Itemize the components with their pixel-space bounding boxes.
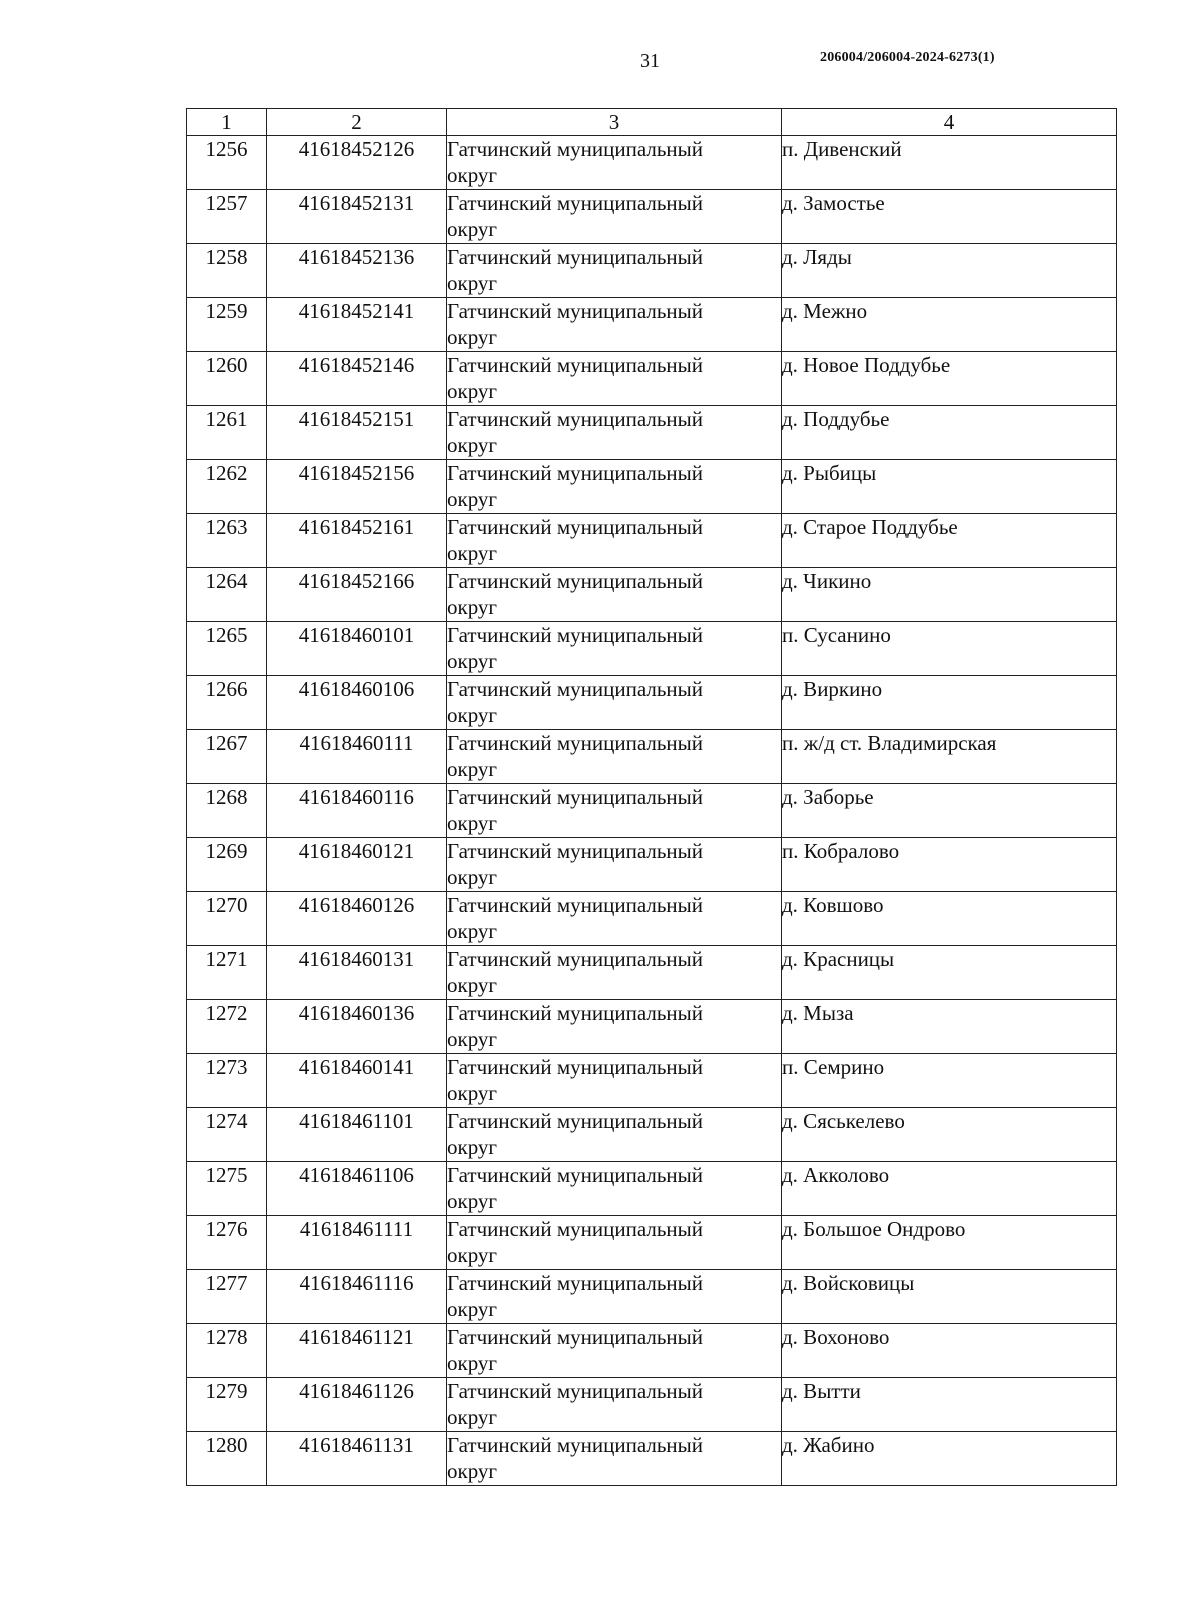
oktmo-code: 41618460101 [267,622,447,676]
oktmo-code: 41618461116 [267,1270,447,1324]
municipal-district-line-2: округ [447,325,498,349]
table-row [187,1270,1117,1324]
settlements-table [186,108,1117,1486]
municipal-district-line-1: Гатчинский муниципальный [447,1379,703,1403]
oktmo-code: 41618461131 [267,1432,447,1486]
table-row [187,1162,1117,1216]
municipal-district-line-2: округ [447,649,498,673]
table-row [187,1378,1117,1432]
table-row [187,946,1117,1000]
table-row [187,514,1117,568]
row-number: 1265 [187,622,267,676]
municipal-district-line-2: округ [447,487,498,511]
settlement-name: д. Новое Поддубье [782,352,1117,406]
settlement-name: д. Рыбицы [782,460,1117,514]
oktmo-code: 41618461101 [267,1108,447,1162]
municipal-district-line-1: Гатчинский муниципальный [447,569,703,593]
municipal-district-line-2: округ [447,1135,498,1159]
municipal-district [447,1270,782,1324]
municipal-district [447,1162,782,1216]
settlement-name: д. Жабино [782,1432,1117,1486]
settlement-name: п. ж/д ст. Владимирская [782,730,1117,784]
municipal-district-line-2: округ [447,1297,498,1321]
table-row [187,190,1117,244]
row-number: 1259 [187,298,267,352]
table-row [187,1324,1117,1378]
municipal-district-line-1: Гатчинский муниципальный [447,461,703,485]
oktmo-code: 41618460131 [267,946,447,1000]
municipal-district [447,136,782,190]
municipal-district-line-2: округ [447,163,498,187]
row-number: 1257 [187,190,267,244]
municipal-district [447,1108,782,1162]
municipal-district-line-1: Гатчинский муниципальный [447,191,703,215]
municipal-district-line-2: округ [447,757,498,781]
municipal-district-line-1: Гатчинский муниципальный [447,1001,703,1025]
oktmo-code: 41618452136 [267,244,447,298]
header-row [187,109,1117,136]
settlement-name: д. Виркино [782,676,1117,730]
table-row [187,622,1117,676]
table-row [187,1108,1117,1162]
table-row [187,892,1117,946]
municipal-district [447,190,782,244]
oktmo-code: 41618460141 [267,1054,447,1108]
column-header-2: 2 [267,109,447,136]
municipal-district-line-2: округ [447,811,498,835]
table-row [187,460,1117,514]
municipal-district-line-2: округ [447,703,498,727]
municipal-district-line-1: Гатчинский муниципальный [447,839,703,863]
oktmo-code: 41618452161 [267,514,447,568]
municipal-district-line-2: округ [447,541,498,565]
table-row [187,298,1117,352]
municipal-district-line-2: округ [447,1459,498,1483]
row-number: 1267 [187,730,267,784]
table-row [187,1054,1117,1108]
municipal-district-line-1: Гатчинский муниципальный [447,1433,703,1457]
municipal-district-line-1: Гатчинский муниципальный [447,407,703,431]
oktmo-code: 41618460106 [267,676,447,730]
oktmo-code: 41618452131 [267,190,447,244]
municipal-district [447,1378,782,1432]
table-row [187,1000,1117,1054]
municipal-district [447,838,782,892]
row-number: 1269 [187,838,267,892]
row-number: 1266 [187,676,267,730]
oktmo-code: 41618460136 [267,1000,447,1054]
column-header-1: 1 [187,109,267,136]
municipal-district-line-2: округ [447,1027,498,1051]
table-row [187,1432,1117,1486]
municipal-district [447,568,782,622]
municipal-district-line-1: Гатчинский муниципальный [447,353,703,377]
municipal-district-line-1: Гатчинский муниципальный [447,947,703,971]
table-body [187,136,1117,1486]
row-number: 1258 [187,244,267,298]
settlement-name: д. Сяськелево [782,1108,1117,1162]
municipal-district-line-1: Гатчинский муниципальный [447,515,703,539]
municipal-district [447,298,782,352]
oktmo-code: 41618460111 [267,730,447,784]
settlement-name: д. Замостье [782,190,1117,244]
municipal-district-line-1: Гатчинский муниципальный [447,1271,703,1295]
row-number: 1277 [187,1270,267,1324]
settlement-name: п. Кобралово [782,838,1117,892]
row-number: 1279 [187,1378,267,1432]
municipal-district-line-1: Гатчинский муниципальный [447,623,703,647]
settlement-name: д. Ковшово [782,892,1117,946]
municipal-district [447,1432,782,1486]
municipal-district [447,892,782,946]
row-number: 1272 [187,1000,267,1054]
municipal-district-line-2: округ [447,379,498,403]
municipal-district-line-1: Гатчинский муниципальный [447,137,703,161]
row-number: 1271 [187,946,267,1000]
row-number: 1273 [187,1054,267,1108]
municipal-district [447,730,782,784]
municipal-district [447,460,782,514]
document-id: 206004/206004-2024-6273(1) [820,50,995,65]
column-header-4: 4 [782,109,1117,136]
row-number: 1263 [187,514,267,568]
settlement-name: д. Большое Ондрово [782,1216,1117,1270]
municipal-district-line-1: Гатчинский муниципальный [447,245,703,269]
oktmo-code: 41618461106 [267,1162,447,1216]
municipal-district-line-1: Гатчинский муниципальный [447,1217,703,1241]
oktmo-code: 41618452126 [267,136,447,190]
settlement-name: д. Вытти [782,1378,1117,1432]
municipal-district-line-2: округ [447,595,498,619]
table-row [187,784,1117,838]
row-number: 1256 [187,136,267,190]
oktmo-code: 41618461111 [267,1216,447,1270]
table-row [187,838,1117,892]
row-number: 1280 [187,1432,267,1486]
table-row [187,568,1117,622]
municipal-district-line-2: округ [447,1351,498,1375]
municipal-district-line-2: округ [447,1405,498,1429]
row-number: 1264 [187,568,267,622]
municipal-district-line-1: Гатчинский муниципальный [447,731,703,755]
row-number: 1260 [187,352,267,406]
municipal-district [447,946,782,1000]
settlement-name: д. Войсковицы [782,1270,1117,1324]
municipal-district-line-1: Гатчинский муниципальный [447,299,703,323]
municipal-district [447,406,782,460]
oktmo-code: 41618452151 [267,406,447,460]
municipal-district [447,1054,782,1108]
oktmo-code: 41618452156 [267,460,447,514]
oktmo-code: 41618460126 [267,892,447,946]
municipal-district [447,244,782,298]
row-number: 1262 [187,460,267,514]
table-header [187,109,1117,136]
row-number: 1270 [187,892,267,946]
municipal-district-line-1: Гатчинский муниципальный [447,677,703,701]
table-row [187,406,1117,460]
table-row [187,730,1117,784]
oktmo-code: 41618460116 [267,784,447,838]
municipal-district-line-2: округ [447,271,498,295]
municipal-district-line-1: Гатчинский муниципальный [447,1325,703,1349]
page-number: 31 [640,50,660,72]
oktmo-code: 41618452166 [267,568,447,622]
table-row [187,136,1117,190]
table-row [187,244,1117,298]
municipal-district-line-1: Гатчинский муниципальный [447,1055,703,1079]
settlement-name: д. Ляды [782,244,1117,298]
table-row [187,676,1117,730]
municipal-district [447,676,782,730]
settlement-name: д. Вохоново [782,1324,1117,1378]
municipal-district [447,1000,782,1054]
settlement-name: п. Сусанино [782,622,1117,676]
oktmo-code: 41618452141 [267,298,447,352]
column-header-3: 3 [447,109,782,136]
table-row [187,1216,1117,1270]
municipal-district-line-1: Гатчинский муниципальный [447,893,703,917]
municipal-district-line-2: округ [447,217,498,241]
municipal-district-line-2: округ [447,919,498,943]
row-number: 1261 [187,406,267,460]
row-number: 1276 [187,1216,267,1270]
municipal-district-line-1: Гатчинский муниципальный [447,785,703,809]
table-row [187,352,1117,406]
settlement-name: п. Дивенский [782,136,1117,190]
oktmo-code: 41618460121 [267,838,447,892]
settlement-name: п. Семрино [782,1054,1117,1108]
municipal-district [447,1324,782,1378]
settlement-name: д. Межно [782,298,1117,352]
municipal-district-line-2: округ [447,973,498,997]
municipal-district-line-2: округ [447,865,498,889]
oktmo-code: 41618452146 [267,352,447,406]
municipal-district-line-1: Гатчинский муниципальный [447,1163,703,1187]
settlement-name: д. Поддубье [782,406,1117,460]
settlement-name: д. Красницы [782,946,1117,1000]
settlement-name: д. Старое Поддубье [782,514,1117,568]
municipal-district-line-2: округ [447,433,498,457]
settlement-name: д. Мыза [782,1000,1117,1054]
municipal-district-line-2: округ [447,1243,498,1267]
settlement-name: д. Акколово [782,1162,1117,1216]
municipal-district [447,1216,782,1270]
row-number: 1268 [187,784,267,838]
row-number: 1278 [187,1324,267,1378]
municipal-district [447,352,782,406]
settlement-name: д. Заборье [782,784,1117,838]
settlement-name: д. Чикино [782,568,1117,622]
municipal-district-line-2: округ [447,1081,498,1105]
municipal-district [447,784,782,838]
oktmo-code: 41618461126 [267,1378,447,1432]
oktmo-code: 41618461121 [267,1324,447,1378]
municipal-district-line-1: Гатчинский муниципальный [447,1109,703,1133]
municipal-district [447,514,782,568]
municipal-district [447,622,782,676]
municipal-district-line-2: округ [447,1189,498,1213]
row-number: 1274 [187,1108,267,1162]
row-number: 1275 [187,1162,267,1216]
